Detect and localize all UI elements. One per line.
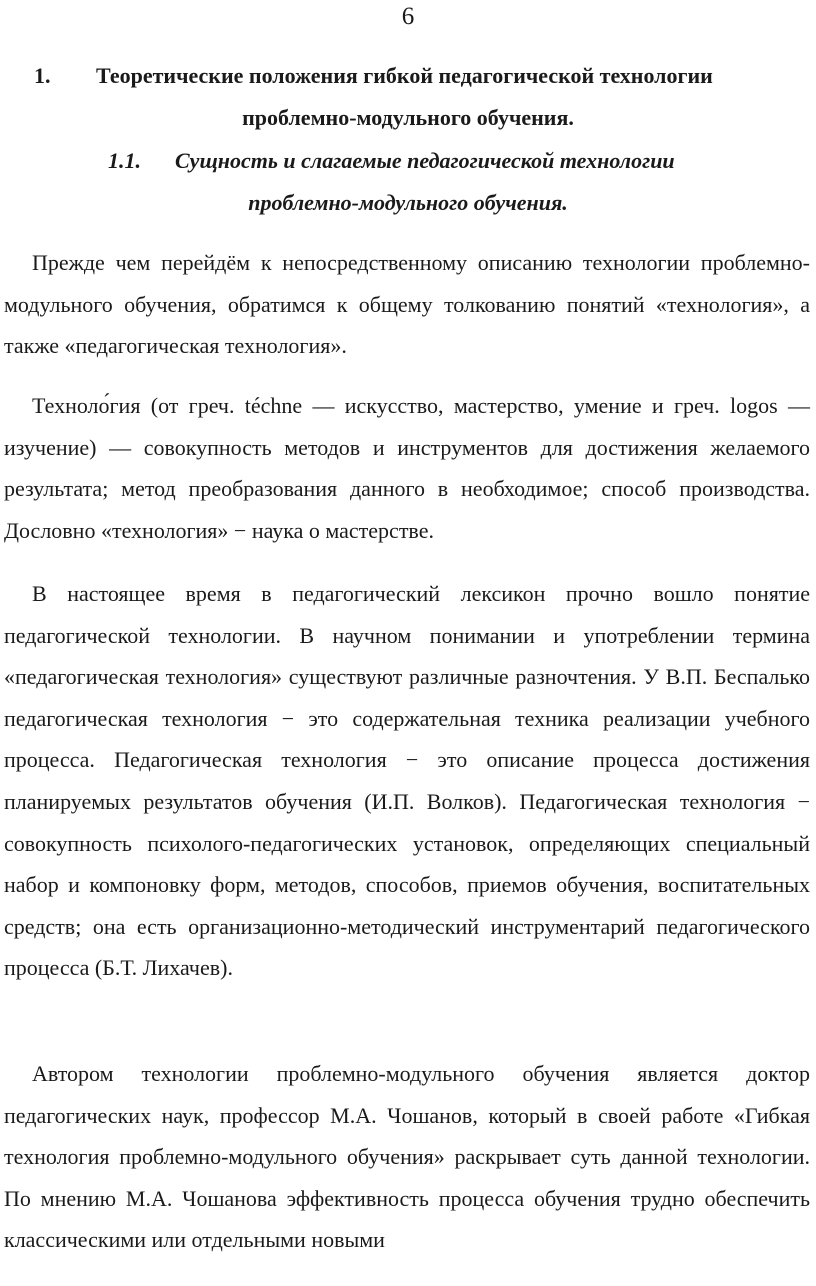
section-number: 1. bbox=[34, 63, 51, 88]
paragraph: Автором технологии проблемно-модульного обучения является доктор педагогических наук, профессор М.А. Чошанов, который в своей работе «Гибкая технология проблемно-модульного обучения» раскрывает суть данной технологии. По мнению М.А. Чошанова эффективность процесса обучения трудно обеспечить классическими или отдельными новыми bbox=[4, 1061, 810, 1253]
subsection-number: 1.1. bbox=[108, 148, 141, 173]
page-number: 6 bbox=[401, 3, 415, 30]
subsection-title-line-1: Сущность и слагаемые педагогической технологии bbox=[175, 148, 675, 173]
subsection-title-line-2: проблемно-модульного обучения. bbox=[248, 190, 568, 215]
paragraph: Прежде чем перейдём к непосредственному описанию технологии проблемно-модульного обучения, обратимся к общему толкованию понятий «технология», а также «педагогическая технология». bbox=[4, 250, 810, 359]
paragraph: Техноло́гия (от греч. téchne — искусство, мастерство, умение и греч. logos — изучение) — совокупность методов и инструментов для достижения желаемого результата; метод преобразования данного в необходимое; способ производства. Дословно «технология» − наука о мастерстве. bbox=[4, 393, 810, 543]
section-title-line-2: проблемно-модульного обучения. bbox=[242, 105, 574, 130]
paragraph: В настоящее время в педагогический лексикон прочно вошло понятие педагогической технологии. В научном понимании и употреблении термина «педагогическая технология» существуют различные разночтения. У В.П. Беспалько педагогическая технология − это содержательная техника реализации учебного процесса. Педагогическая технология − это описание процесса достижения планируемых результатов обучения (И.П. Волков). Педагогическая технология − совокупность психолого-педагогических установок, определяющих специальный набор и компоновку форм, методов, способов, приемов обучения, воспитательных средств; она есть организационно-методический инструментарий педагогического процесса (Б.Т. Лихачев). bbox=[4, 581, 810, 981]
section-title-line-1: Теоретические положения гибкой педагогической технологии bbox=[96, 63, 713, 88]
